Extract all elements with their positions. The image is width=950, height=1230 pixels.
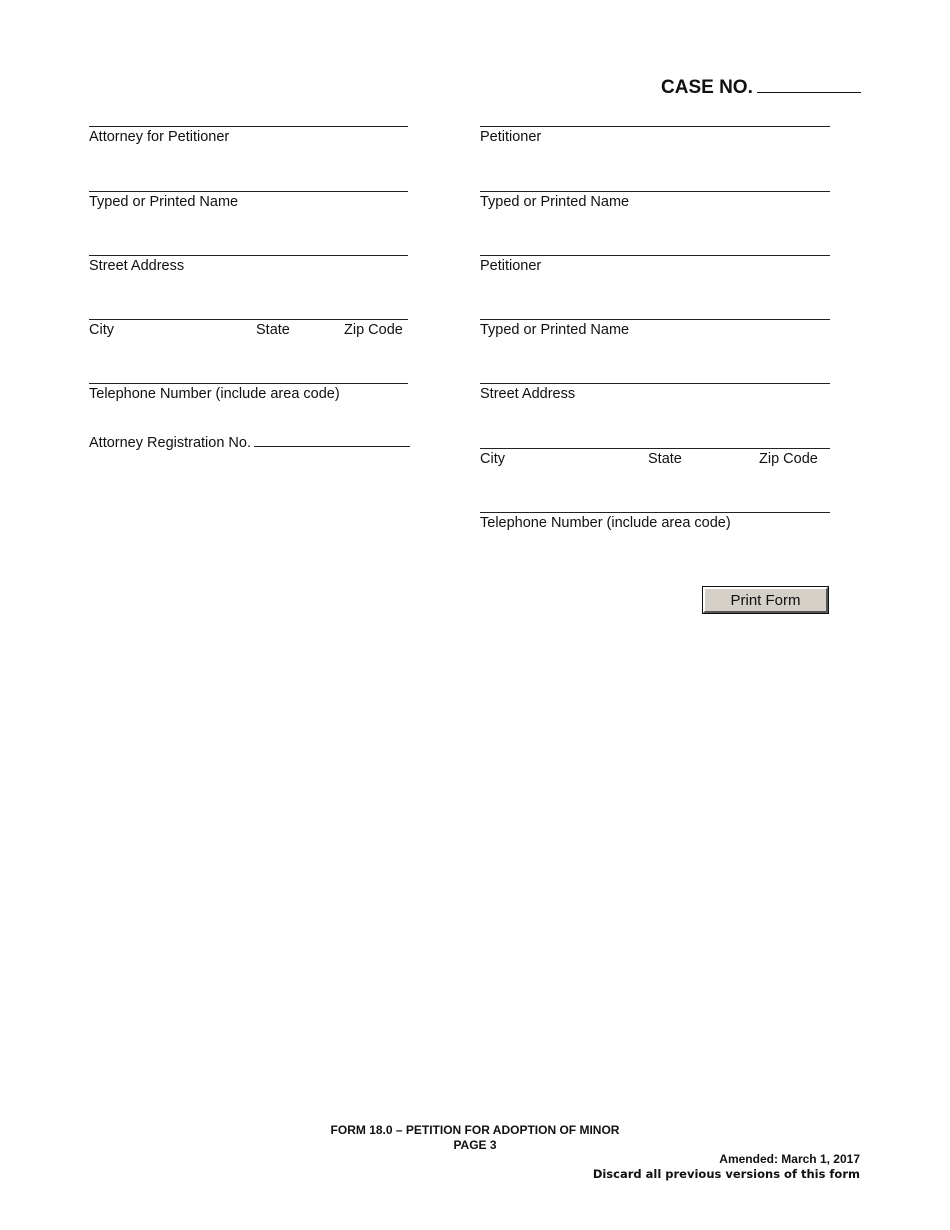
discard-notice: Discard all previous versions of this form [592, 1167, 860, 1181]
attorney-signature-line[interactable] [89, 126, 408, 127]
form-title: FORM 18.0 – PETITION FOR ADOPTION OF MINOR [330, 1123, 620, 1137]
petitioner-phone-label: Telephone Number (include area code) [480, 515, 731, 531]
attorney-typed-name-label: Typed or Printed Name [89, 194, 239, 210]
petitioner-street-label: Street Address [480, 386, 576, 402]
attorney-registration [89, 434, 410, 451]
case-number-label: CASE NO. [661, 77, 753, 98]
case-number [661, 74, 861, 99]
petitioner-street-line[interactable] [480, 383, 830, 384]
amended-date: Amended: March 1, 2017 [719, 1152, 860, 1166]
attorney-phone-line[interactable] [89, 383, 408, 384]
attorney-city-line[interactable] [89, 319, 408, 320]
petitioner-city-line[interactable] [480, 448, 830, 449]
page-number: PAGE 3 [453, 1138, 497, 1152]
case-number-field[interactable] [757, 74, 861, 93]
petitioner-phone-line[interactable] [480, 512, 830, 513]
attorney-street-label: Street Address [89, 258, 185, 274]
petitioner-2-label: Petitioner [480, 258, 542, 274]
petitioner-2-signature-line[interactable] [480, 255, 830, 256]
petitioner-zip-label: Zip Code [759, 451, 818, 467]
attorney-zip-label: Zip Code [344, 322, 403, 338]
attorney-state-label: State [256, 322, 290, 338]
attorney-name-line[interactable] [89, 191, 408, 192]
attorney-for-petitioner-label: Attorney for Petitioner [89, 129, 230, 145]
attorney-registration-field[interactable] [254, 434, 410, 447]
petitioner-2-typed-name-label: Typed or Printed Name [480, 322, 630, 338]
attorney-street-line[interactable] [89, 255, 408, 256]
petitioner-state-label: State [648, 451, 682, 467]
petitioner-2-name-line[interactable] [480, 319, 830, 320]
petitioner-1-label: Petitioner [480, 129, 542, 145]
petitioner-1-signature-line[interactable] [480, 126, 830, 127]
petitioner-1-name-line[interactable] [480, 191, 830, 192]
attorney-phone-label: Telephone Number (include area code) [89, 386, 340, 402]
petitioner-city-label: City [480, 451, 505, 467]
attorney-registration-label: Attorney Registration No. [89, 435, 251, 451]
attorney-city-label: City [89, 322, 114, 338]
print-form-button[interactable]: Print Form [703, 587, 828, 613]
petitioner-1-typed-name-label: Typed or Printed Name [480, 194, 630, 210]
